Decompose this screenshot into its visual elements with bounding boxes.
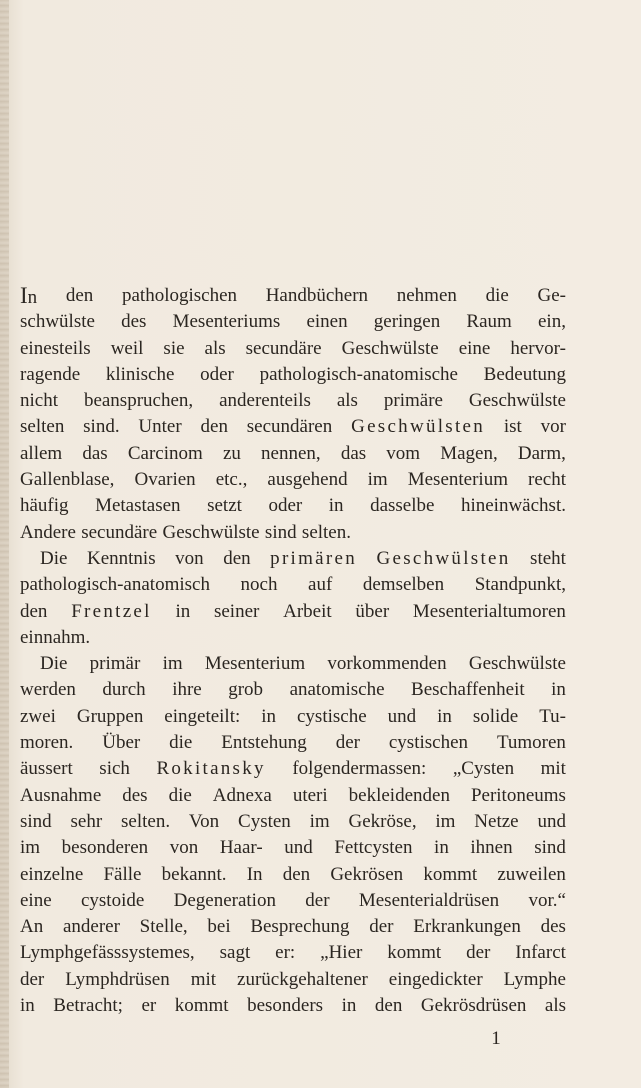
word: Kenntnis [86,547,156,569]
word: Erkrankungen [413,916,521,938]
word: Darm, [517,442,566,464]
word: in [437,705,452,727]
word: den [20,600,48,622]
word: sehr [70,810,103,832]
word: Besprechung [250,916,350,938]
word: einzelne [20,863,84,885]
word: selten. [121,810,171,832]
text-line [20,940,566,966]
word: Raum [466,311,512,333]
word: Andere [20,521,76,543]
word: Tumoren [496,732,566,754]
word: hineinwächst. [460,495,566,517]
text-line [20,283,566,309]
word: Geschwülste [162,521,260,543]
word: und [387,705,417,727]
text-line [20,967,566,993]
text-line [20,888,566,914]
word: Handbüchern [265,285,369,306]
word: etc., [215,469,248,491]
text-line [20,730,566,756]
word: Von [188,810,220,832]
text-line [20,546,566,572]
word: steht [530,547,566,569]
word: Standpunkt, [474,574,566,596]
word: bei [207,916,231,938]
word: moren. [20,732,74,754]
word: äussert [20,758,73,780]
word: Lymphe [503,968,566,990]
word: in [261,705,277,727]
word: Mesenteriums [172,311,281,333]
word: Ausnahme [20,784,102,806]
word: nehmen [396,285,457,306]
word: noch [240,574,278,596]
text-line [20,625,566,651]
word: im [20,837,41,859]
word: Degeneration [173,889,276,911]
word: Cysten [238,810,291,832]
word: primären [270,547,357,569]
word: von [169,837,199,859]
initial-letter: I [20,283,28,308]
word: der [369,916,394,938]
word: Stelle, [139,916,188,938]
text-line [20,309,566,335]
word: Mesenterialdrüsen [358,889,500,911]
word: Haar- [219,837,263,859]
word: Fettcysten [334,837,413,859]
word: primäre [383,390,443,412]
word: auf [308,574,333,596]
word: oder [268,495,303,517]
word: Adnexa [212,784,272,806]
word: Gallenblase, [20,469,115,491]
word: sich [99,758,130,780]
word: sie [163,337,185,359]
word: im [367,469,388,491]
word: sind [264,521,297,543]
text-line [20,704,566,730]
word: Mesenterium [407,469,508,491]
word: mit [190,968,217,990]
word: Peritoneums [470,784,566,806]
word: In [246,863,263,885]
word: anderer [62,916,120,938]
word: Metastasen [95,495,181,517]
word: secundären [246,416,333,438]
word: pathologischen [121,285,238,306]
text-line [20,993,566,1019]
word: in [175,600,191,622]
text-line [20,336,566,362]
word: als [336,390,358,412]
word: Ge- [537,285,566,306]
word: cystoide [80,889,145,911]
word: Geschwülsten [376,547,511,569]
word: die [485,285,509,306]
word: folgendermassen: [292,758,427,780]
word: vorkommenden [327,653,447,675]
word: Magen, [440,442,498,464]
text-line [20,651,566,677]
word: eingeteilt: [164,705,241,727]
word: Geschwülste [468,390,566,412]
text-line [20,835,566,861]
word: Frentzel [71,600,152,622]
word: Geschwülste [341,337,439,359]
word: sagt [219,942,251,964]
word: eine [458,337,491,359]
text-line [20,493,566,519]
word: und [284,837,313,859]
word: bekleidenden [348,784,450,806]
word: Über [102,732,141,754]
word: werden [20,679,76,701]
word: Ovarien [134,469,196,491]
word: den [374,995,403,1017]
word: zuweilen [497,863,566,885]
word: Fälle [103,863,142,885]
text-line [20,914,566,940]
word: des [122,784,148,806]
word: von [175,547,204,569]
word: pathologisch-anatomisch [20,574,210,596]
text-line [20,862,566,888]
word: im [309,810,330,832]
word: „Hier [320,942,363,964]
word: sind [20,810,52,832]
body-text [20,283,566,1019]
word: kommt [174,995,229,1017]
word: Mesenterialtumoren [412,600,566,622]
word: ihnen [470,837,513,859]
word: Beschaffenheit [411,679,525,701]
word: eine [20,889,52,911]
word: in [328,495,344,517]
word: dasselbe [370,495,435,517]
word: vom [386,442,421,464]
word: in [341,995,357,1017]
word: mit [540,758,566,780]
word: Gekröse, [348,810,417,832]
word: der [20,968,45,990]
word: den [200,416,228,438]
word: seiner [213,600,260,622]
word: besonders [247,995,324,1017]
word: Die [40,547,68,569]
word: zu [222,442,241,464]
word: In [20,283,38,308]
word: einnahm. [20,626,91,648]
word: sind. [83,416,120,438]
word: zwei [20,705,56,727]
word: hervor- [510,337,566,359]
word: ihre [172,679,202,701]
word: im [435,810,456,832]
word: Gekrösen [330,863,404,885]
word: sind [534,837,566,859]
word: den [65,285,94,306]
word: ragende [20,363,81,385]
word: als [204,337,226,359]
word: der [335,732,360,754]
word: pathologisch-anatomische [259,363,458,385]
text-line [20,572,566,598]
text-line [20,520,566,546]
text-line [20,677,566,703]
word: vor.“ [528,889,566,911]
word: als [544,995,566,1017]
word: in [551,679,566,701]
word: kommt [423,863,478,885]
word: uteri [292,784,328,806]
word: in [20,995,35,1017]
word: des [540,916,566,938]
word: Netze [474,810,519,832]
text-line [20,414,566,440]
word: schwülste [20,311,95,333]
word: besonderen [61,837,149,859]
word: solide [472,705,519,727]
word: Unter [138,416,182,438]
word: häufig [20,495,69,517]
word: eingedickter [388,968,483,990]
word: Arbeit [283,600,332,622]
word: secundäre [81,521,158,543]
word: den [282,863,311,885]
word: weil [110,337,144,359]
page-binding-edge [0,0,9,1088]
word: des [121,311,147,333]
word: „Cysten [452,758,515,780]
word: secundäre [245,337,322,359]
page-number: 1 [491,1028,501,1049]
word: Geschwülste [468,653,566,675]
word: ist [503,416,522,438]
text-line [20,467,566,493]
word: beanspruchen, [83,390,194,412]
text-line [20,783,566,809]
word: Infarct [515,942,566,964]
word: Entstehung [221,732,307,754]
word: oder [200,363,234,385]
word: Mesenterium [204,653,306,675]
word: recht [528,469,566,491]
word: setzt [207,495,242,517]
word: die [169,732,193,754]
text-line [20,388,566,414]
word: einen [306,311,348,333]
word: cystischen [388,732,469,754]
word: über [355,600,390,622]
word: das [340,442,367,464]
word: kommt [387,942,442,964]
word: vor [540,416,566,438]
word: Betracht; [53,995,123,1017]
word: Bedeutung [483,363,566,385]
text-line [20,599,566,625]
word: Carcinom [127,442,203,464]
word: er [141,995,157,1017]
word: klinische [105,363,175,385]
word: Rokitansky [156,758,266,780]
text-line [20,756,566,782]
word: primär [89,653,141,675]
word: Tu- [539,705,566,727]
word: der [305,889,330,911]
word: demselben [362,574,445,596]
word: er: [275,942,296,964]
text-line [20,441,566,467]
word: nicht [20,390,58,412]
word: der [466,942,491,964]
text-line [20,809,566,835]
word: An [20,916,44,938]
word: in [434,837,449,859]
word: ausgehend [267,469,348,491]
word: das [82,442,108,464]
word: bekannt. [161,863,227,885]
word: Lymphgefässsystemes, [20,942,195,964]
word: selten. [301,521,351,543]
word: Gekrösdrüsen [420,995,527,1017]
word: nennen, [261,442,321,464]
word: allem [20,442,63,464]
word: geringen [373,311,441,333]
word: durch [102,679,146,701]
word: selten [20,416,65,438]
word: anatomische [289,679,385,701]
text-line [20,362,566,388]
word: Die [40,653,68,675]
word: ein, [537,311,566,333]
word: zurückgehaltener [237,968,368,990]
word: im [162,653,183,675]
word: grob [228,679,264,701]
word: Lymphdrüsen [65,968,170,990]
word: cystische [297,705,367,727]
word: einesteils [20,337,91,359]
word: Geschwülsten [351,416,486,438]
word: anderenteils [219,390,311,412]
word: die [168,784,192,806]
word: und [537,810,566,832]
word: den [223,547,251,569]
word: Gruppen [76,705,144,727]
